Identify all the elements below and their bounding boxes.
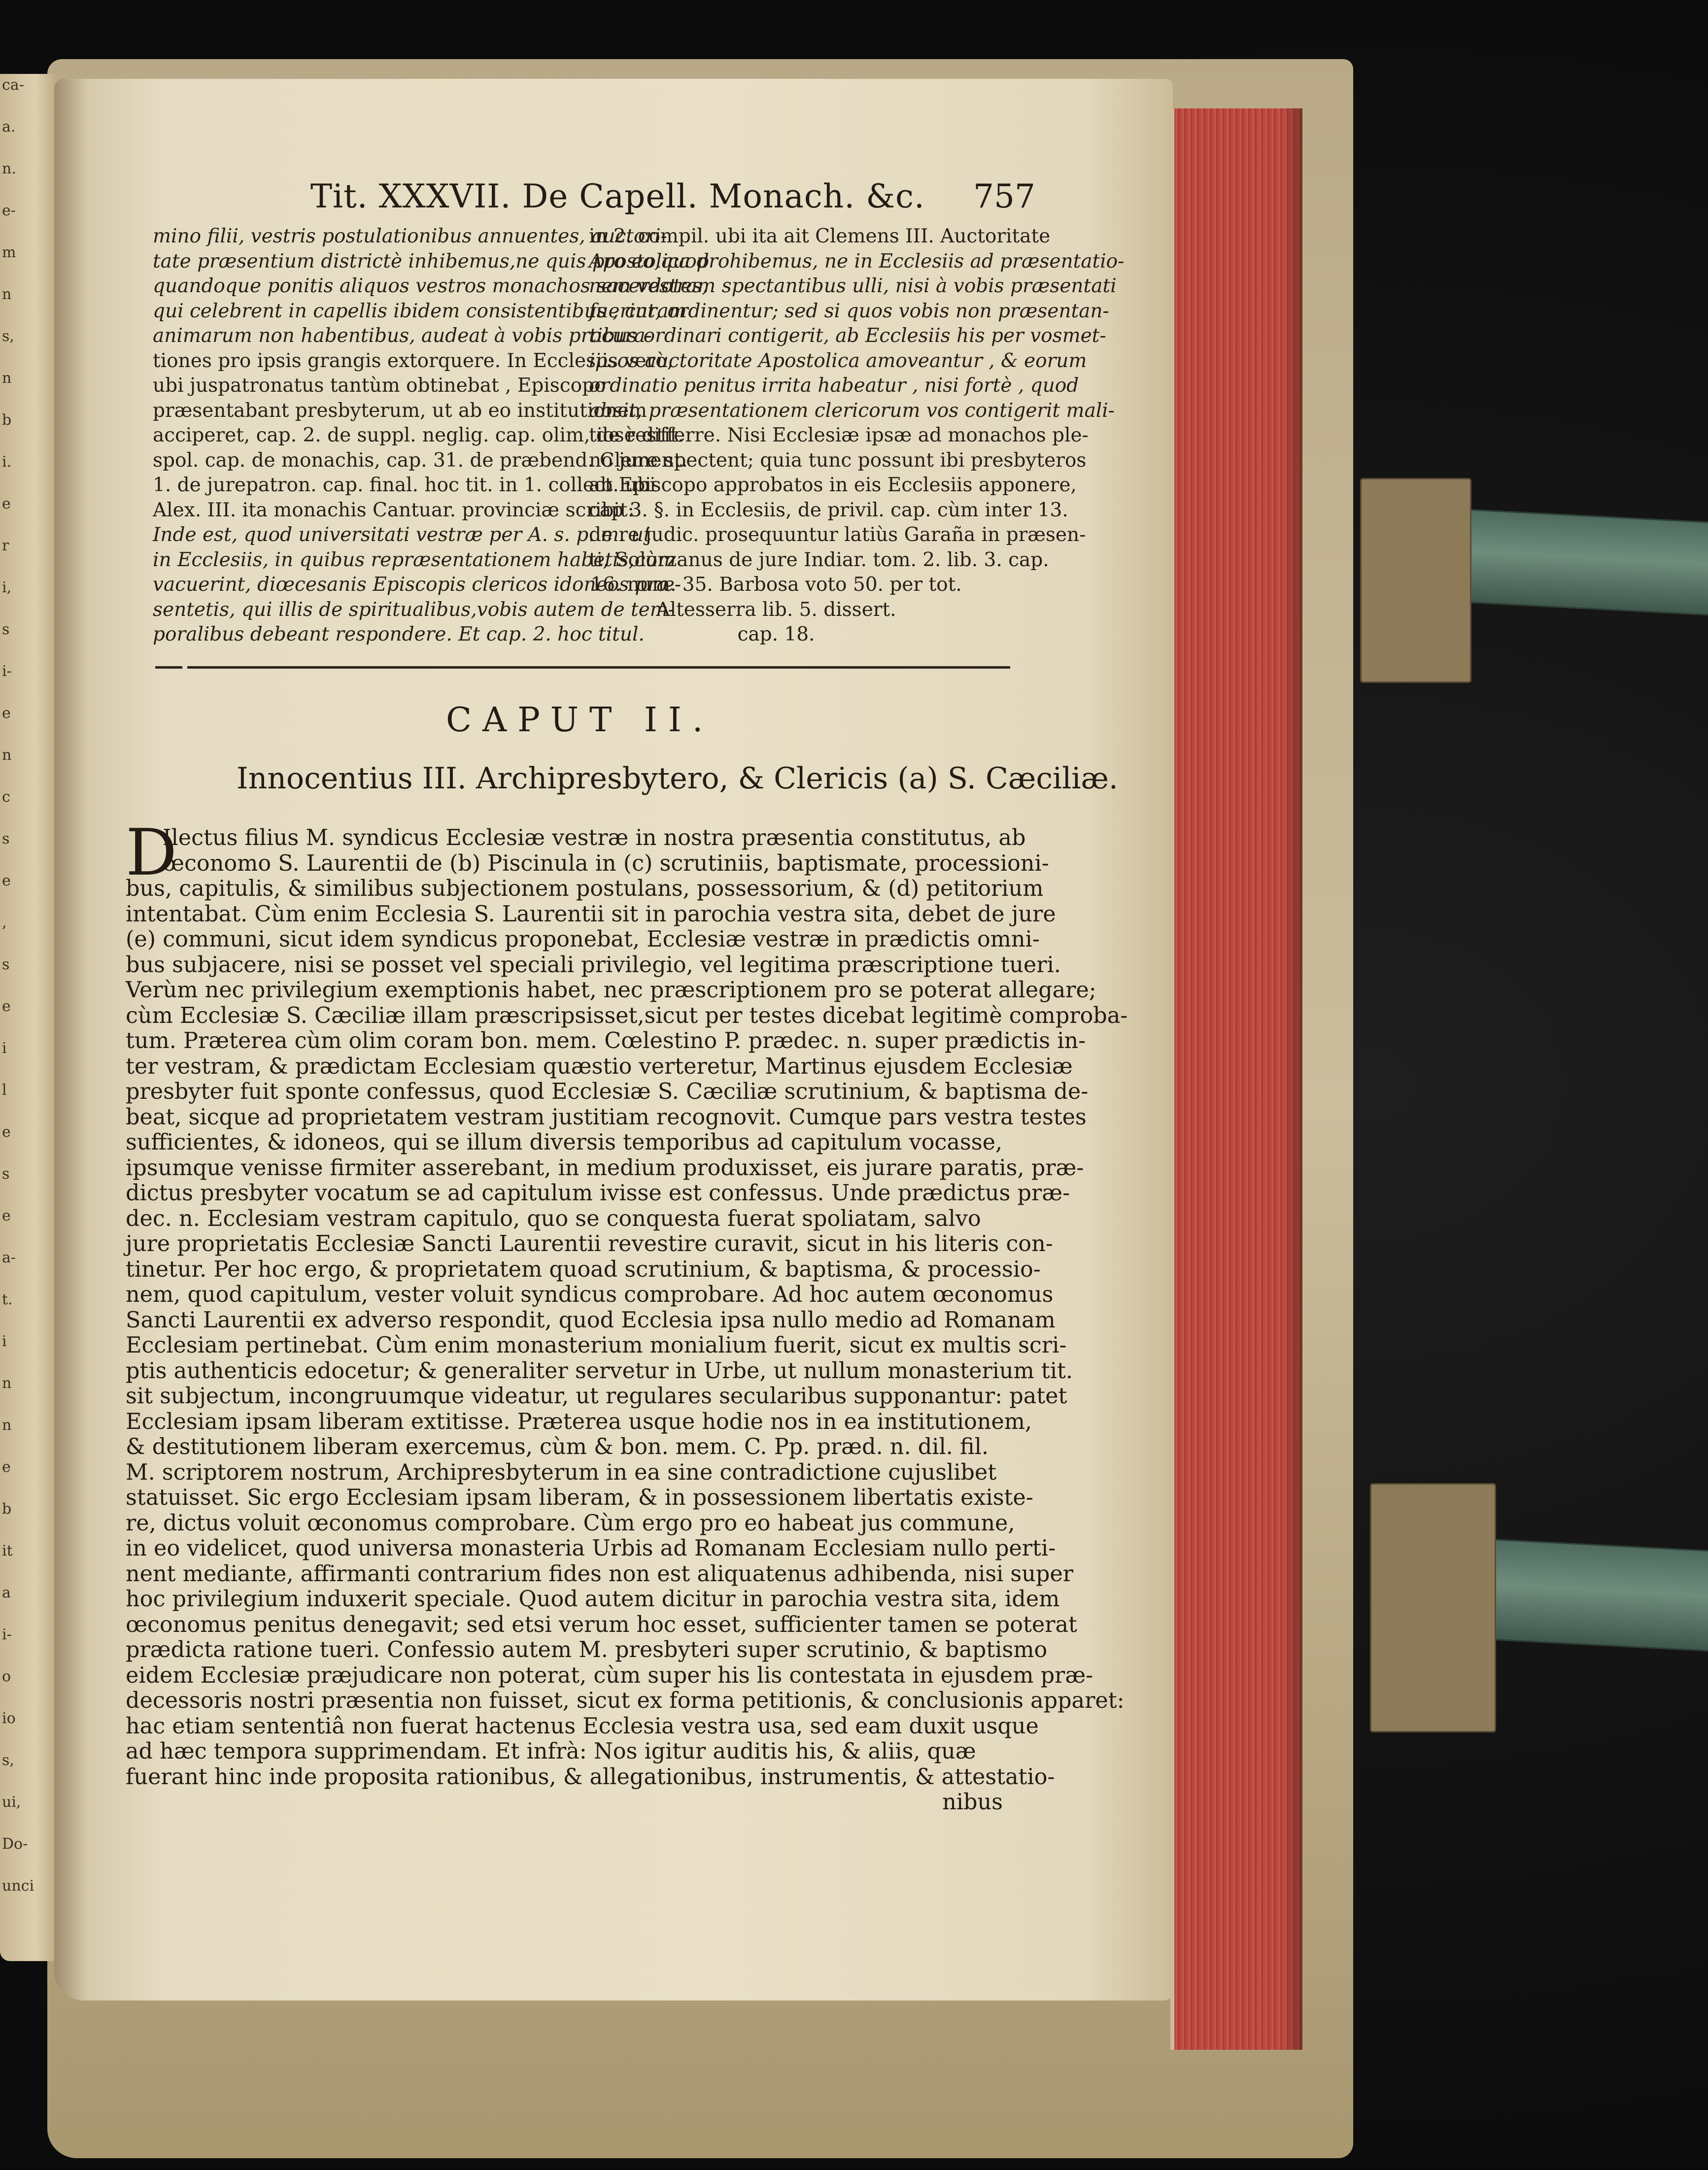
- note-line: ipsos auctoritate Apostolica amoveantur , & eorum: [589, 349, 1087, 372]
- body-line: statuisset. Sic ergo Ecclesiam ipsam liberam, & in possessionem libertatis existe-: [126, 1485, 1033, 1510]
- note-line: cap 3. §. in Ecclesiis, de privil. cap. cùm inter 13.: [589, 499, 1068, 521]
- note-line: 1. de jurepatron. cap. final. hoc tit. in 1. collect. ubi: [153, 474, 656, 496]
- note-line: Inde est, quod universitati vestræ per A. s. p. m. ut: [153, 524, 651, 546]
- body-line: intentabat. Cùm enim Ecclesia S. Laurentii sit in parochia vestra sita, debet de jure: [126, 901, 1056, 927]
- page-number: 757: [973, 177, 1035, 215]
- margin-fragment: n: [2, 286, 12, 303]
- note-line: in 2. compil. ubi ita ait Clemens III. Auctoritate: [589, 225, 1051, 247]
- left-page-edge: [0, 74, 59, 1961]
- margin-fragment: i: [2, 1333, 7, 1350]
- rubric-line: Innocentius III. Archipresbytero, & Clericis (a) S. Cæciliæ.: [237, 761, 1118, 796]
- body-line: ter vestram, & prædictam Ecclesiam quæstio verteretur, Martinus ejusdem Ecclesiæ: [126, 1053, 1073, 1079]
- body-line: bus subjacere, nisi se posset vel speciali privilegio, vel legitima præscriptione tueri.: [126, 952, 1061, 978]
- margin-fragment: unci: [2, 1877, 34, 1895]
- body-line: fuerant hinc inde proposita rationibus, & allegationibus, instrumentis, & attestatio-: [126, 1764, 1055, 1790]
- margin-fragment: i-: [2, 1626, 12, 1643]
- margin-fragment: ui,: [2, 1794, 21, 1811]
- upper-clasp-plate: [1360, 478, 1471, 683]
- note-line: cap. 18.: [737, 623, 815, 645]
- margin-fragment: ca-: [2, 76, 24, 94]
- margin-fragment: s: [2, 1165, 10, 1183]
- body-line: prædicta ratione tueri. Confessio autem M. presbyteri super scrutinio, & baptismo: [126, 1637, 1048, 1662]
- margin-fragment: i.: [2, 453, 12, 471]
- margin-fragment: e: [2, 1207, 11, 1224]
- margin-fragment: e: [2, 1458, 11, 1476]
- body-line: nem, quod capitulum, vester voluit syndicus comprobare. Ad hoc autem œconomus: [126, 1282, 1054, 1307]
- margin-fragment: e: [2, 495, 11, 512]
- margin-fragment: n: [2, 746, 12, 764]
- body-line: hac etiam sententiâ non fuerat hactenus Ecclesia vestra usa, sed eam duxit usque: [126, 1713, 1039, 1739]
- margin-fragment: e: [2, 1123, 11, 1141]
- note-line: tiones pro ipsis grangis extorquere. In Ecclesiis verò,: [153, 349, 674, 372]
- separator-rule-left: [155, 666, 182, 669]
- note-line: Alex. III. ita monachis Cantuar. provinciæ scribit:: [153, 499, 634, 521]
- body-line: Ecclesiam pertinebat. Cùm enim monasterium monialium fuerit, sicut ex multis scri-: [126, 1333, 1067, 1358]
- note-line: Altesserra lib. 5. dissert.: [656, 598, 896, 621]
- note-line: ti, Solorzanus de jure Indiar. tom. 2. lib. 3. cap.: [589, 548, 1049, 571]
- body-line: sit subjectum, incongruumque videatur, ut regulares secularibus supponantur: patet: [126, 1384, 1067, 1409]
- body-line: tum. Præterea cùm olim coram bon. mem. Cœlestino P. prædec. n. super prædictis in-: [126, 1028, 1086, 1053]
- margin-fragment: e-: [2, 202, 16, 219]
- note-line: ordinatio penitus irrita habeatur , nisi fortè , quod: [589, 374, 1079, 397]
- note-line: animarum non habentibus, audeat à vobis procura-: [153, 325, 652, 347]
- caput-heading: CAPUT II.: [446, 701, 714, 740]
- margin-fragment: i: [2, 1040, 7, 1057]
- body-line: œconomo S. Laurentii de (b) Piscinula in (c) scrutiniis, baptismate, processioni-: [163, 850, 1049, 876]
- margin-fragment: s,: [2, 1752, 14, 1769]
- margin-fragment: Do-: [2, 1835, 28, 1853]
- margin-fragment: e: [2, 705, 11, 722]
- margin-fragment: b: [2, 411, 12, 429]
- body-line: dec. n. Ecclesiam vestram capitulo, quo se conquesta fuerat spoliatam, salvo: [126, 1206, 981, 1231]
- note-line: quandoque ponitis aliquos vestros monachos sacerdotes,: [153, 275, 708, 297]
- body-line: & destitutionem liberam exercemus, cùm & bon. mem. C. Pp. præd. n. dil. fil.: [126, 1434, 989, 1459]
- margin-fragment: c: [2, 788, 10, 806]
- margin-fragment: s: [2, 830, 10, 848]
- note-line: fuerint, ordinentur; sed si quos vobis non præsentan-: [589, 300, 1109, 322]
- margin-fragment: b: [2, 1500, 12, 1518]
- body-line: nibus: [942, 1790, 1003, 1815]
- body-line: jure proprietatis Ecclesiæ Sancti Laurentii revestire curavit, sicut in his literis con-: [126, 1231, 1053, 1256]
- margin-fragment: e: [2, 998, 11, 1015]
- note-line: ubi juspatronatus tantùm obtinebat , Episcopo: [153, 374, 606, 397]
- note-line: tibus ordinari contigerit, ab Ecclesiis his per vosmet-: [589, 325, 1106, 347]
- note-line: in Ecclesiis, in quibus repræsentationem habetis,cùm: [153, 548, 676, 571]
- body-line: tinetur. Per hoc ergo, & proprietatem quoad scrutinium, & baptisma, & processio-: [126, 1256, 1041, 1282]
- margin-fragment: l: [2, 1082, 7, 1099]
- note-line: acciperet, cap. 2. de suppl. neglig. cap. olim, de restit.: [153, 424, 684, 446]
- notes-right-column: [589, 224, 1124, 647]
- body-line: hoc privilegium induxerit speciale. Quod autem dicitur in parochia vestra sita, idem: [126, 1587, 1060, 1612]
- body-line: cùm Ecclesiæ S. Cæciliæ illam præscripsisset,sicut per testes dicebat legitimè comproba-: [126, 1003, 1128, 1028]
- body-line: sufficientes, & idoneos, qui se illum diversis temporibus ad capitulum vocasse,: [126, 1130, 1003, 1155]
- margin-fragment: e: [2, 872, 11, 889]
- note-line: de re judic. prosequuntur latiùs Garaña in præsen-: [589, 524, 1086, 546]
- separator-rule-main: [187, 666, 1010, 669]
- body-line: œconomus penitus denegavit; sed etsi verum hoc esset, sufficienter tamen se poterat: [126, 1612, 1077, 1637]
- margin-fragment: io: [2, 1710, 16, 1727]
- note-line: tate præsentium districtè inhibemus,ne quis pro eo,quod: [153, 250, 709, 272]
- note-line: vacuerint, diœcesanis Episcopis clericos idoneos præ-: [153, 574, 682, 596]
- note-line: nem vestram spectantibus ulli, nisi à vobis præsentati: [589, 275, 1117, 297]
- body-line: dictus presbyter vocatum se ad capitulum ivisse est confessus. Unde prædictus præ-: [126, 1181, 1070, 1206]
- body-line: M. scriptorem nostrum, Archipresbyterum in ea sine contradictione cujuslibet: [126, 1459, 997, 1485]
- body-line: (e) communi, sicut idem syndicus proponebat, Ecclesiæ vestræ in prædictis omni-: [126, 927, 1040, 952]
- margin-fragment: a-: [2, 1249, 16, 1266]
- body-line: Ecclesiam ipsam liberam extitisse. Præterea usque hodie nos in ea institutionem,: [126, 1409, 1032, 1434]
- margin-fragment: n: [2, 1375, 12, 1392]
- drop-capital: D: [126, 815, 177, 890]
- note-line: Apostolica prohibemus, ne in Ecclesiis ad præsentatio-: [589, 250, 1125, 272]
- margin-fragment: s: [2, 956, 10, 973]
- margin-fragment: i-: [2, 663, 12, 680]
- note-line: tiosè differre. Nisi Ecclesiæ ipsæ ad monachos ple-: [589, 424, 1089, 446]
- note-line: no jure spectent; quia tunc possunt ibi presbyteros: [589, 449, 1087, 472]
- margin-fragment: a: [2, 1584, 11, 1601]
- body-line: bus, capitulis, & similibus subjectionem postulans, possessorium, & (d) petitorium: [126, 876, 1044, 901]
- body-line: ipsumque venisse firmiter asserebant, in medium produxisset, eis jurare paratis, præ-: [126, 1155, 1084, 1181]
- red-fore-edge: [1170, 108, 1302, 2050]
- note-line: spol. cap. de monachis, cap. 31. de præbend. Clement.: [153, 449, 688, 472]
- note-line: sentetis, qui illis de spiritualibus,vobis autem de tem-: [153, 598, 675, 621]
- margin-fragment: o: [2, 1668, 11, 1685]
- note-line: præsentabant presbyterum, ut ab eo institutionem: [153, 399, 647, 422]
- body-line: ptis authenticis edocetur; & generaliter servetur in Urbe, ut nullum monasterium tit.: [126, 1358, 1073, 1384]
- note-line: absit, præsentationem clericorum vos contigerit mali-: [589, 399, 1115, 422]
- note-line: 16. num. 35. Barbosa voto 50. per tot.: [590, 574, 962, 596]
- margin-fragment: ,: [2, 914, 7, 931]
- margin-fragment: r: [2, 537, 9, 554]
- margin-fragment: m: [2, 244, 16, 261]
- margin-fragment: s,: [2, 328, 14, 345]
- body-line: Ilectus filius M. syndicus Ecclesiæ vestræ in nostra præsentia constitutus, ab: [163, 825, 1026, 850]
- margin-fragment: n: [2, 370, 12, 387]
- body-line: decessoris nostri præsentia non fuisset, sicut ex forma petitionis, & conclusionis apparet:: [126, 1688, 1125, 1713]
- main-body-text: [126, 825, 1127, 1815]
- body-line: eidem Ecclesiæ præjudicare non poterat, cùm super his lis contestata in ejusdem præ-: [126, 1662, 1093, 1688]
- note-line: qui celebrent in capellis ibidem consistentibus , curam: [153, 300, 687, 322]
- body-line: Sancti Laurentii ex adverso respondit, quod Ecclesia ipsa nullo medio ad Romanam: [126, 1307, 1056, 1333]
- margin-fragment: t.: [2, 1291, 13, 1308]
- body-line: Verùm nec privilegium exemptionis habet, nec præscriptionem pro se poterat allegare;: [126, 978, 1096, 1003]
- body-line: ad hæc tempora supprimendam. Et infrà: Nos igitur auditis his, & aliis, quæ: [126, 1739, 976, 1764]
- body-line: in eo videlicet, quod universa monasteria Urbis ad Romanam Ecclesiam nullo perti-: [126, 1536, 1056, 1561]
- margin-fragment: s: [2, 621, 10, 638]
- body-line: presbyter fuit sponte confessus, quod Ecclesiæ S. Cæciliæ scrutinium, & baptisma de-: [126, 1079, 1089, 1104]
- running-header: Tit. XXXVII. De Capell. Monach. &c.: [310, 177, 925, 215]
- left-margin-fragments: [2, 74, 34, 1961]
- note-line: mino filii, vestris postulationibus annuentes, auctori-: [153, 225, 667, 247]
- margin-fragment: i,: [2, 579, 12, 596]
- margin-fragment: n: [2, 1417, 12, 1434]
- body-line: beat, sicque ad proprietatem vestram justitiam recognovit. Cumque pars vestra testes: [126, 1104, 1087, 1130]
- lower-clasp-plate: [1370, 1483, 1496, 1732]
- body-line: nent mediante, affirmanti contrarium fides non est aliquatenus adhibenda, nisi super: [126, 1561, 1074, 1587]
- margin-fragment: it: [2, 1542, 13, 1560]
- margin-fragment: n.: [2, 160, 16, 177]
- margin-fragment: a.: [2, 118, 16, 136]
- note-line: ab Episcopo approbatos in eis Ecclesiis apponere,: [589, 474, 1077, 496]
- body-line: re, dictus voluit œconomus comprobare. Cùm ergo pro eo habeat jus commune,: [126, 1510, 1015, 1536]
- note-line: poralibus debeant respondere. Et cap. 2. hoc titul.: [153, 623, 645, 645]
